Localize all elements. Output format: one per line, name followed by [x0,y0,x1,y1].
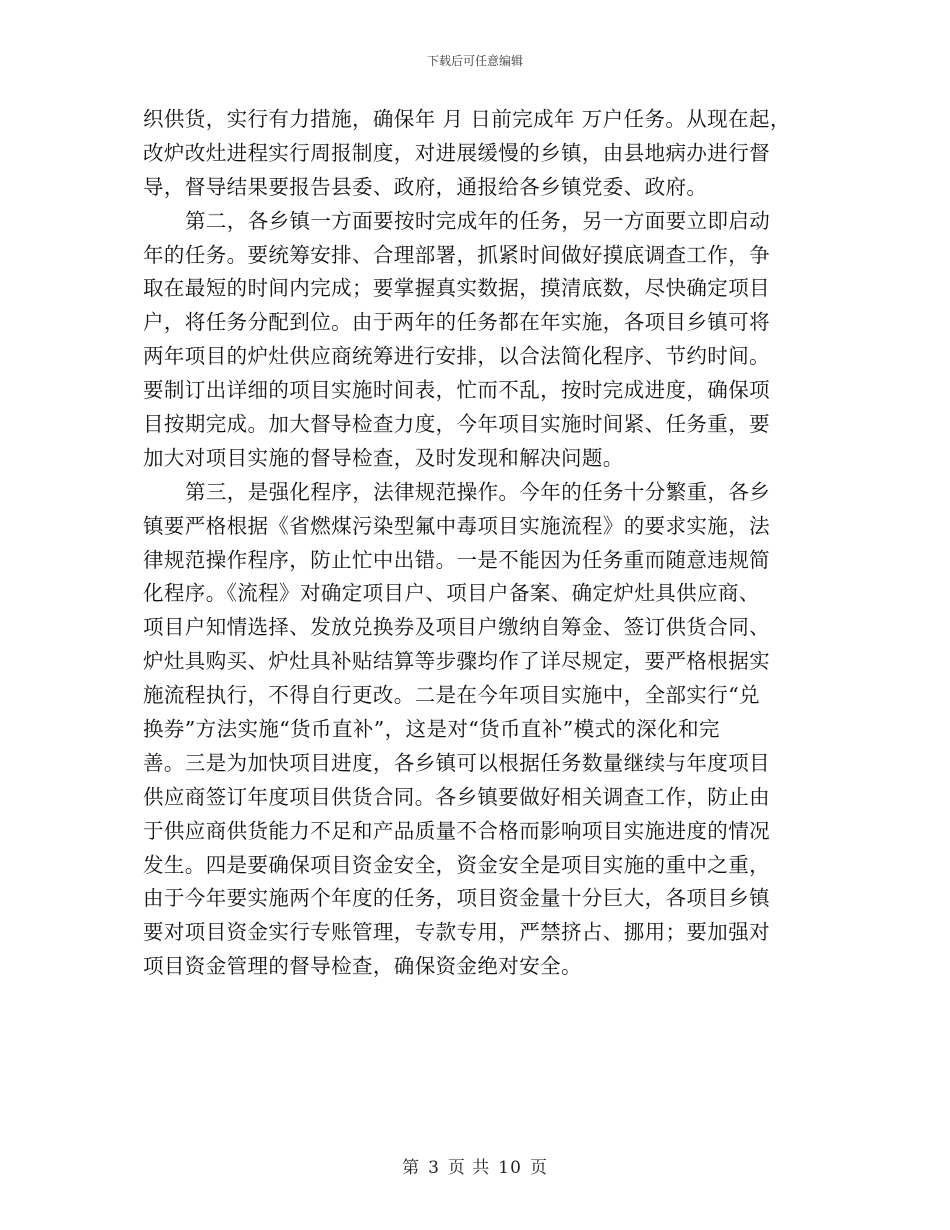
text-line: 发生。四是要确保项目资金安全，资金安全是项目实施的重中之重， [143,852,770,877]
document-body [143,103,833,984]
text-line: 要制订出详细的项目实施时间表，忙而不乱，按时完成进度，确保项 [143,378,770,403]
text-line: 化程序。《流程》对确定项目户、项目户备案、确定炉灶具供应商、 [143,581,760,606]
text-line: 要对项目资金实行专账管理，专款专用，严禁挤占、挪用；要加强对 [143,920,770,945]
text-line: 年的任务。要统筹安排、合理部署，抓紧时间做好摸底调查工作，争 [143,242,770,267]
footer-page-number: 3 [428,1158,440,1178]
text-line: 炉灶具购买、炉灶具补贴结算等步骤均作了详尽规定，要严格根据实 [143,649,770,674]
footer-prefix: 第 [402,1158,421,1178]
text-line: 第二，各乡镇一方面要按时完成年的任务，另一方面要立即启动 [185,208,771,233]
text-line: 于供应商供货能力不足和产品质量不合格而影响项目实施进度的情况 [143,818,770,843]
text-line: 改炉改灶进程实行周报制度，对进展缓慢的乡镇，由县地病办进行督 [143,140,770,165]
footer-suffix: 页 [529,1158,548,1178]
text-line: 目按期完成。加大督导检查力度，今年项目实施时间紧、任务重，要 [143,412,770,437]
footer-middle: 页 共 [447,1158,491,1178]
text-line: 户，将任务分配到位。由于两年的任务都在年实施，各项目乡镇可将 [143,310,770,335]
page-header: 下载后可任意编辑 [426,54,523,68]
text-line: 项目户知情选择、发放兑换券及项目户缴纳自筹金、签订供货合同、 [143,615,770,640]
text-line: 供应商签订年度项目供货合同。各乡镇要做好相关调查工作，防止由 [143,784,770,809]
text-line: 两年项目的炉灶供应商统筹进行安排，以合法简化程序、节约时间。 [143,344,770,369]
text-line: 导，督导结果要报告县委、政府，通报给各乡镇党委、政府。 [143,174,708,199]
text-line: 换券”方法实施“货币直补”，这是对“货币直补”模式的深化和完 [143,717,720,742]
text-line: 第三，是强化程序，法律规范操作。今年的任务十分繁重，各乡 [185,479,771,504]
text-line: 律规范操作程序，防止忙中出错。一是不能因为任务重而随意违规简 [143,547,770,572]
text-line: 善。三是为加快项目进度，各乡镇可以根据任务数量继续与年度项目 [143,750,770,775]
page-footer [0,1153,950,1178]
footer-total-pages: 10 [498,1158,522,1178]
text-line: 施流程执行，不得自行更改。二是在今年项目实施中，全部实行“兑 [143,683,760,708]
text-line: 织供货，实行有力措施，确保年 月 日前完成年 万户任务。从现在起， [143,107,791,131]
text-line: 加大对项目实施的督导检查，及时发现和解决问题。 [143,445,624,470]
text-line: 镇要严格根据《省燃煤污染型氟中毒项目实施流程》的要求实施，法 [143,513,770,538]
text-line: 取在最短的时间内完成；要掌握真实数据，摸清底数，尽快确定项目 [143,276,770,301]
text-line: 由于今年要实施两个年度的任务，项目资金量十分巨大，各项目乡镇 [143,886,770,911]
text-line: 项目资金管理的督导检查，确保资金绝对安全。 [143,954,582,979]
